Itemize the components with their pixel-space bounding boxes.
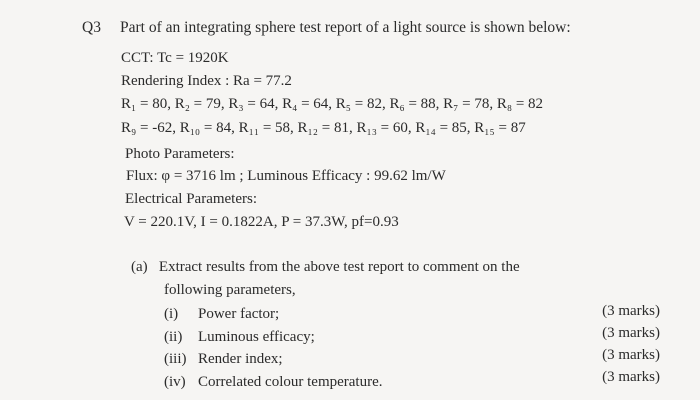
question-number: Q3 (82, 19, 101, 36)
sub-item-number: (iv) (164, 374, 186, 390)
sub-item-number: (ii) (164, 329, 183, 345)
sub-item-number: (i) (164, 306, 179, 322)
marks-label: (3 marks) (602, 303, 660, 319)
sub-item-text: Correlated colour temperature. (198, 374, 383, 390)
marks-label: (3 marks) (602, 347, 660, 363)
r-values-line-2: R₉ = -62, R₁₀ = 84, R₁₁ = 58, R₁₂ = 81, R₁₃ = 60, R₁₄ = 85, R₁₅ = 87 (121, 120, 526, 136)
sub-item-luminous-efficacy (164, 328, 315, 346)
question-intro: Part of an integrating sphere test report of a light source is shown below: (120, 19, 571, 36)
sub-item-number: (iii) (164, 351, 187, 367)
part-a-text-line-2: following parameters, (164, 282, 296, 298)
marks-label: (3 marks) (602, 369, 660, 385)
sub-item-text: Render index; (198, 351, 283, 367)
rendering-index-line: Rendering Index : Ra = 77.2 (121, 73, 292, 89)
photo-parameters-heading: Photo Parameters: (125, 146, 235, 162)
sub-item-render-index (164, 350, 283, 368)
part-a-text-line-1: Extract results from the above test report to comment on the (158, 259, 520, 275)
sub-item-text: Luminous efficacy; (198, 329, 315, 345)
flux-line: Flux: φ = 3716 lm ; Luminous Efficacy : 99.62 lm/W (126, 168, 446, 184)
part-a-first-line (131, 258, 520, 276)
sub-item-cct (164, 373, 383, 391)
marks-label: (3 marks) (602, 325, 660, 341)
electrical-parameters-heading: Electrical Parameters: (125, 191, 258, 207)
cct-line: CCT: Tc = 1920K (121, 50, 229, 66)
sub-item-text: Power factor; (198, 306, 280, 322)
part-a-label: (a) (131, 259, 148, 275)
electrical-values-line: V = 220.1V, I = 0.1822A, P = 37.3W, pf=0.93 (124, 214, 399, 230)
sub-item-power-factor (164, 305, 279, 323)
r-values-line-1: R₁ = 80, R₂ = 79, R₃ = 64, R₄ = 64, R₅ = 82, R₆ = 88, R₇ = 78, R₈ = 82 (121, 96, 544, 112)
